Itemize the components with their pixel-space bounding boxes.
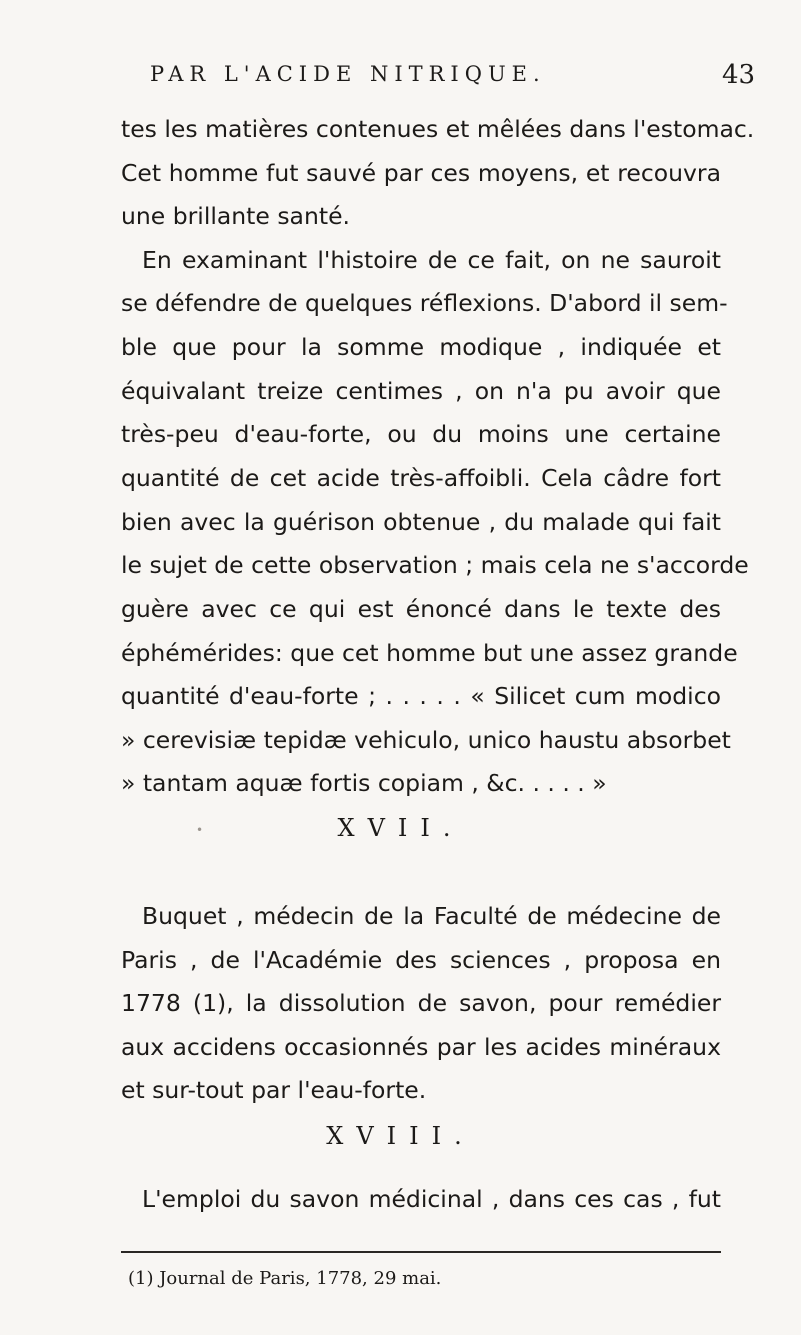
text-line: une brillante santé. xyxy=(121,202,350,230)
text-line: L'emploi du savon médicinal , dans ces cas , fut xyxy=(142,1185,721,1213)
text-line: 1778 (1), la dissolution de savon, pour remédier xyxy=(121,989,721,1017)
text-line: » tantam aquæ fortis copiam , &c. . . . . » xyxy=(121,769,607,797)
section-heading-xvii: XVII. xyxy=(337,814,464,842)
running-head: PAR L'ACIDE NITRIQUE. xyxy=(150,62,546,86)
text-line: équivalant treize centimes , on n'a pu avoir que xyxy=(121,377,721,405)
text-line: En examinant l'histoire de ce fait, on ne sauroit xyxy=(142,246,721,274)
text-line: Paris , de l'Académie des sciences , proposa en xyxy=(121,946,721,974)
page-number: 43 xyxy=(722,60,756,90)
text-line: se défendre de quelques réflexions. D'abord il sem- xyxy=(121,289,728,317)
text-line: bien avec la guérison obtenue , du malade qui fait xyxy=(121,508,721,536)
footnote-rule xyxy=(121,1251,721,1253)
text-line: le sujet de cette observation ; mais cela ne s'accorde xyxy=(121,551,749,579)
text-line: éphémérides: que cet homme but une assez grande xyxy=(121,639,738,667)
text-line: quantité d'eau-forte ; . . . . . « Silicet cum modico xyxy=(121,682,721,710)
text-line: Cet homme fut sauvé par ces moyens, et recouvra xyxy=(121,159,721,187)
text-line: Buquet , médecin de la Faculté de médecine de xyxy=(142,902,721,930)
text-line: tes les matières contenues et mêlées dans l'estomac. xyxy=(121,115,755,143)
stray-mark: • xyxy=(196,823,204,837)
text-line: quantité de cet acide très-affoibli. Cela câdre fort xyxy=(121,464,721,492)
text-line: et sur-tout par l'eau-forte. xyxy=(121,1076,427,1104)
text-line: très-peu d'eau-forte, ou du moins une certaine xyxy=(121,420,721,448)
text-line: aux accidens occasionnés par les acides minéraux xyxy=(121,1033,721,1061)
footnote: (1) Journal de Paris, 1778, 29 mai. xyxy=(128,1268,442,1289)
text-line: guère avec ce qui est énoncé dans le texte des xyxy=(121,595,721,623)
text-line: ble que pour la somme modique , indiquée et xyxy=(121,333,721,361)
text-line: » cerevisiæ tepidæ vehiculo, unico haustu absorbet xyxy=(121,726,731,754)
section-heading-xviii: XVIII. xyxy=(326,1122,475,1150)
